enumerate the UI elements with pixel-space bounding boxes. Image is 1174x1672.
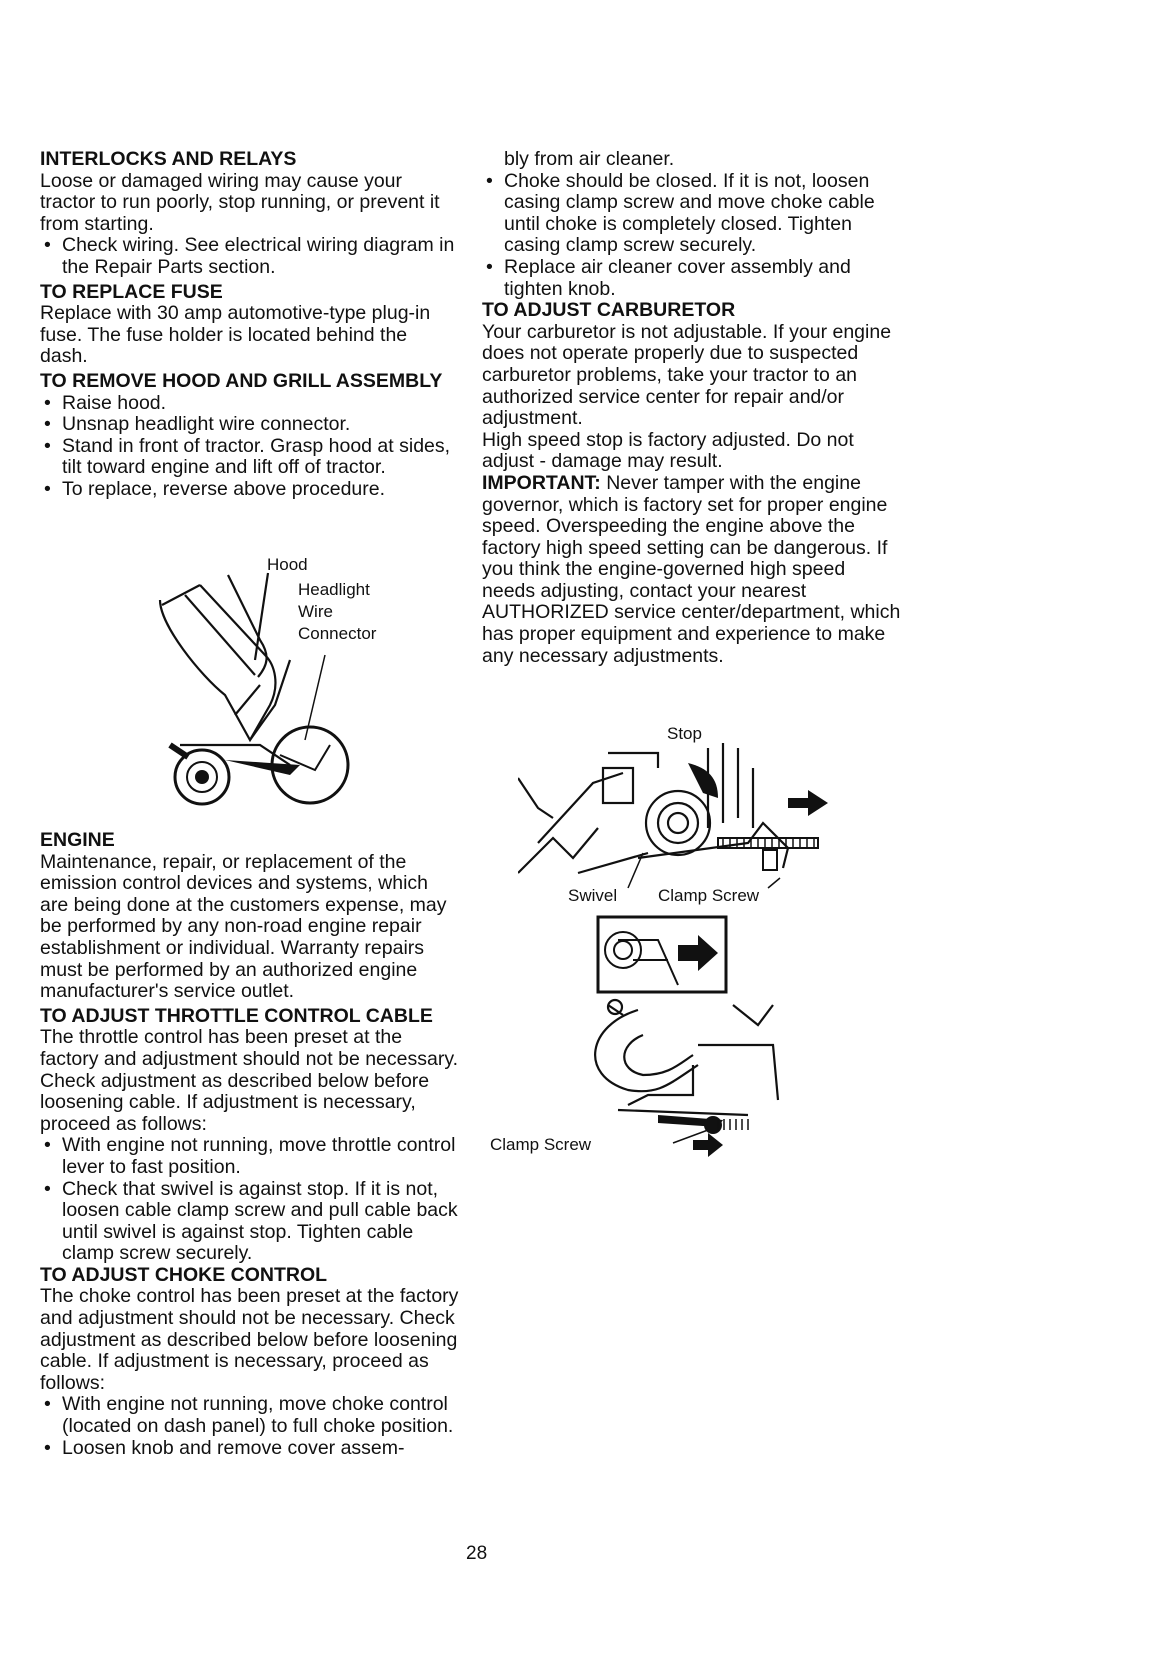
clamp-screw-label-2: Clamp Screw: [490, 1135, 592, 1154]
carburetor-illustration: [518, 728, 858, 908]
bullet-item: • Replace air cleaner cover assembly and tighten knob.: [482, 257, 902, 300]
bullet-item: • Choke should be closed. If it is not, loosen casing clamp screw and move choke cable until choke is completely closed. Tighten casing clamp screw securely.: [482, 171, 902, 257]
engine-body: Maintenance, repair, or replacement of the emission control devices and systems, which are being done at the customers expense, may be performed by any non-road engine repair establishment or individual. Warranty repairs must be performed by an authorized engine manufacturer's service outlet.: [40, 850, 447, 1003]
choke-body: The choke control has been preset at the factory and adjustment should not be necessary. Check adjustment as described below before loosening cable. If adjustment is necessary, proceed as follows:: [40, 1285, 459, 1394]
connector-label-line2: Wire: [298, 602, 333, 621]
bullet-item: • Check wiring. See electrical wiring diagram in the Repair Parts section.: [40, 235, 460, 278]
fuse-body: Replace with 30 amp automotive-type plug-in fuse. The fuse holder is located behind the dash.: [40, 302, 431, 368]
engine-heading: ENGINE: [40, 829, 115, 851]
hood-heading: TO REMOVE HOOD AND GRILL ASSEMBLY: [40, 369, 443, 392]
stop-label: Stop: [667, 724, 702, 743]
left-column: [40, 149, 460, 501]
hood-figure: [140, 555, 440, 815]
throttle-heading: TO ADJUST THROTTLE CONTROL CABLE: [40, 1004, 433, 1027]
connector-label-line3: Connector: [298, 624, 377, 643]
interlocks-heading: INTERLOCKS AND RELAYS: [40, 148, 297, 170]
fuse-heading: TO REPLACE FUSE: [40, 280, 223, 303]
hood-bullets: [40, 393, 460, 501]
choke-bullets: [40, 1394, 460, 1459]
hood-label: Hood: [267, 555, 308, 574]
right-column: [482, 149, 902, 667]
interlocks-body: Loose or damaged wiring may cause your tractor to run poorly, stop running, or prevent it from starting.: [40, 169, 440, 235]
throttle-body: The throttle control has been preset at the factory and adjustment should not be necessary. Check adjustment as described below before loosening cable. If adjustment is necessary, proceed as follows:: [40, 1026, 459, 1135]
important-label: IMPORTANT:: [482, 471, 601, 494]
interlocks-bullets: [40, 235, 460, 278]
continued-text: bly from air cleaner.: [504, 148, 675, 170]
choke-illustration: [518, 915, 818, 1200]
important-paragraph: [482, 473, 902, 667]
carburetor-body-2: High speed stop is factory adjusted. Do not adjust - damage may result.: [482, 428, 854, 473]
important-text: Never tamper with the engine governor, which is factory set for proper engine speed. Overspeeding the engine above the factory high speed setting can be dangerous. If you think the engine-governed high speed needs adjusting, contact your nearest AUTHORIZED service center/department, which has proper equipment and experience to make any necessary adjustments.: [482, 471, 901, 667]
swivel-label: Swivel: [568, 886, 618, 905]
bullet-item: • Loosen knob and remove cover assem-: [40, 1438, 460, 1460]
connector-label-line1: Headlight: [298, 580, 370, 599]
page-number: 28: [466, 1543, 488, 1564]
bullet-item: • With engine not running, move throttle control lever to fast position.: [40, 1135, 460, 1178]
left-column-lower: [40, 830, 460, 1459]
choke-heading: TO ADJUST CHOKE CONTROL: [40, 1263, 328, 1286]
bullet-item: • With engine not running, move choke control (located on dash panel) to full choke position.: [40, 1394, 460, 1437]
choke-continued-bullets: [482, 171, 902, 301]
hood-illustration: [140, 565, 440, 815]
clamp-screw-label-1: Clamp Screw: [658, 886, 760, 905]
carburetor-heading: TO ADJUST CARBURETOR: [482, 299, 736, 322]
bullet-item: • Unsnap headlight wire connector.: [40, 414, 460, 436]
carburetor-body-1: Your carburetor is not adjustable. If your engine does not operate properly due to suspected carburetor problems, take your tractor to an authorized service center for repair and/or adjustment.: [482, 320, 892, 430]
bullet-item: • To replace, reverse above procedure.: [40, 479, 460, 501]
bullet-item: • Raise hood.: [40, 393, 460, 415]
bullet-item: • Check that swivel is against stop. If it is not, loosen cable clamp screw and pull cable back until swivel is against stop. Tighten cable clamp screw securely.: [40, 1179, 460, 1265]
carburetor-figure-1: [518, 724, 858, 908]
choke-figure: [490, 915, 818, 1200]
bullet-item: • Stand in front of tractor. Grasp hood at sides, tilt toward engine and lift off of tractor.: [40, 436, 460, 479]
throttle-bullets: [40, 1135, 460, 1265]
